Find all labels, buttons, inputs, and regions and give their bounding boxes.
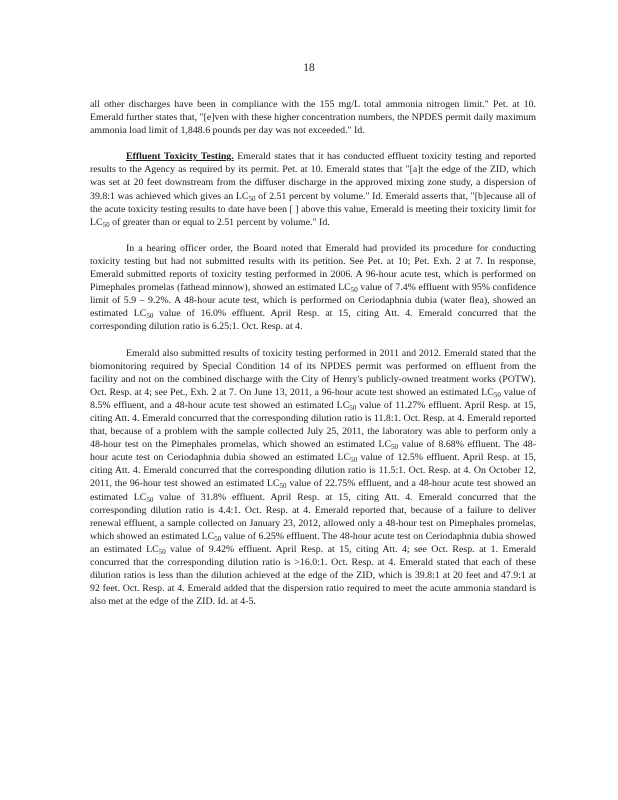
text-run: Emerald states that it has conducted effluent toxicity testing and reported results to the Agency as required by its permit. Pet. at 10. Emerald states that "[a]t the edge of the ZID, which was set at 20 feet downstream from the diffuser discharge in the approved mixing zone study, a dispersion of 39.8:1 was achieved which gives an LC: [90, 151, 536, 202]
subscript: 50: [349, 403, 357, 412]
subscript: 50: [146, 495, 154, 504]
text-run: value of 8.68% effluent. The 48-hour acute test on Ceriodaphnia dubia showed an estimated LC: [90, 439, 537, 464]
subscript: 50: [350, 286, 358, 295]
text-run: Emerald also submitted results of toxicity testing performed in 2011 and 2012. Emerald stated that the biomonitoring required by Special Condition 14 of its NPDES permit was performed on effluent from the facility and not on the combined discharge with the City of Henry's publicly-owned treatment works (POTW). Oct. Resp. at 4; see Pet., Exh. 2 at 7. On June 13, 2011, a 96-hour acute test showed an estimated LC: [90, 347, 536, 398]
subscript: 50: [350, 456, 358, 465]
subscript: 50: [493, 390, 501, 399]
text-run: value of 11.27% effluent. April Resp. at 15, citing Att. 4. Emerald concurred that the corresponding dilution ratio is 11.8:1. Oct. Resp. at 4. Emerald reported that, because of a problem with the sample collected July 25, 2011, the laboratory was able to perform only a 48-hour test on the Pimephales promelas, which showed an estimated LC: [90, 399, 537, 451]
paragraph-ammonia-compliance: all other discharges have been in compliance with the 155 mg/L total ammonia nitrogen limit." Pet. at 10. Emerald further states that, "[e]ven with these higher concentration numbers, the NPDES permit daily maximum ammonia load limit of 1,848.6 pounds per day was not exceeded." Id.: [90, 99, 536, 137]
text-run: value of 7.4% effluent with 95% confidence limit of 5.9 – 9.2%. A 48-hour acute test, which is performed on Ceriodaphnia dubia (water flea), showed an estimated LC: [90, 282, 536, 320]
text-run: value of 16.0% effluent. April Resp. at 15, citing Att. 4. Emerald concurred that the corresponding dilution ratio is 6.25:1. Oct. Resp. at 4.: [90, 308, 536, 333]
text-run: of 2.51 percent by volume." Id. Emerald asserts that, "[b]ecause all of the acute toxicity testing results to date have been [ ] above this value, Emerald is meeting their toxicity limit for LC: [90, 190, 536, 228]
text-run: value of 22.75% effluent, and a 48-hour acute test showed an estimated LC: [90, 478, 536, 503]
subscript: 50: [146, 312, 154, 321]
paragraph-effluent-toxicity-testing: [90, 150, 536, 229]
subscript: 50: [248, 194, 256, 203]
subscript: 50: [102, 220, 110, 229]
subscript: 50: [391, 443, 399, 452]
text-run: value of 31.8% effluent. April Resp. at 15, citing Att. 4. Emerald concurred that the corresponding dilution ratio is 4.4:1. Oct. Resp. at 4. Emerald reported that, because of a failure to deliver renewal effluent, a sample collected on January 23, 2012, allowed only a 48-hour test on Pimephales promelas, which showed an estimated LC: [90, 491, 536, 542]
text-run: In a hearing officer order, the Board noted that Emerald had provided its procedure for conducting toxicity testing but had not submitted results with its petition. See Pet. at 10; Pet. Exh. 2 at 7. In response, Emerald submitted reports of toxicity testing performed in 2006. A 96-hour acute test, which is performed on Pimephales promelas (fathead minnow), showed an estimated LC: [90, 242, 536, 294]
text-run: value of 9.42% effluent. April Resp. at 15, citing Att. 4; see Oct. Resp. at 1. Emerald concurred that the corresponding dilution ratio is >16.0:1. Oct. Resp. at 4. Emerald stated that each of these dilution ratios is less than the dilution achieved at the edge of the ZID, which is 39.8:1 at 20 feet and 47.9:1 at 92 feet. Oct. Resp. at 4. Emerald added that the dispersion ratio required to meet the acute ammonia standard is also met at the edge of the ZID. Id. at 4-5.: [90, 543, 536, 608]
subscript: 50: [214, 534, 222, 543]
text-run: value of 12.5% effluent. April Resp. at 15, citing Att. 4. Emerald concurred that the corresponding dilution ratio is 11.5:1. Oct. Resp. at 4. On October 12, 2011, the 96-hour test showed an estimated LC: [90, 452, 537, 490]
subscript: 50: [279, 482, 287, 491]
text-run: value of 6.25% effluent. The 48-hour acute test on Ceriodaphnia dubia showed an estimated LC: [90, 530, 536, 555]
paragraph-2011-2012-testing: [90, 347, 536, 609]
subscript: 50: [158, 547, 166, 556]
text-run: of greater than or equal to 2.51 percent by volume." Id.: [109, 216, 330, 228]
page-number: 18: [303, 62, 315, 74]
text-run: value of 8.5% effluent, and a 48-hour acute test showed an estimated LC: [90, 386, 536, 411]
body-text: [90, 98, 536, 608]
paragraph-hearing-officer-order: [90, 242, 536, 334]
section-heading-effluent-toxicity: Effluent Toxicity Testing.: [126, 151, 234, 163]
